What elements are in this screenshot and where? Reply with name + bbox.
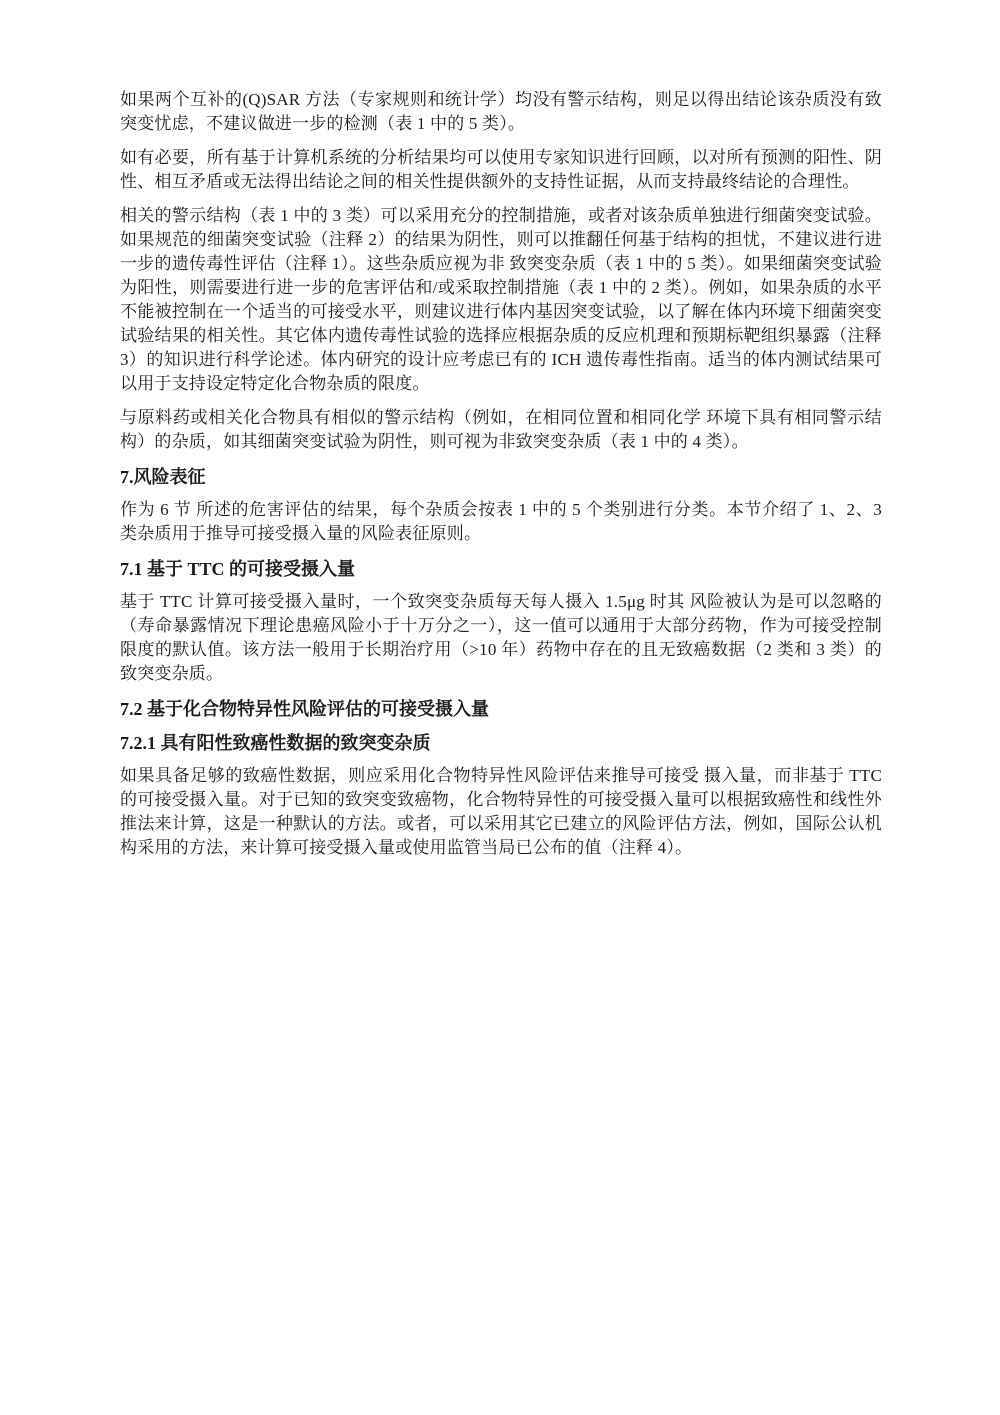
paragraph-alerting-structure-control-measures: 相关的警示结构（表 1 中的 3 类）可以采用充分的控制措施，或者对该杂质单独进行细菌突变试验。如果规范的细菌突变试验（注释 2）的结果为阴性，则可以推翻任何基于结构的担忧，不建议进行进一步的遗传毒性评估（注释 1）。这些杂质应视为非 致突变杂质（表 1 中的 5 类）。如果细菌突变试验为阳性，则需要进行进一步的危害评估和/或采取控制措施（表 1 中的 2 类）。例如，如果杂质的水平不能被控制在一个适当的可接受水平，则建议进行体内基因突变试验，以了解在体内环境下细菌突变试验结果的相关性。其它体内遗传毒性试验的选择应根据杂质的反应机理和预期标靶组织暴露（注释 3）的知识进行科学论述。体内研究的设计应考虑已有的 ICH 遗传毒性指南。适当的体内测试结果可以用于支持设定特定化合物杂质的限度。	[120, 206, 882, 393]
paragraph-classification-into-5-classes: 作为 6 节 所述的危害评估的结果，每个杂质会按表 1 中的 5 个类别进行分类。本节介绍了 1、2、3 类杂质用于推导可接受摄入量的风险表征原则。	[120, 500, 882, 543]
section-heading-risk-characterization: 7.风险表征	[120, 467, 206, 487]
section-heading-compound-specific-risk-assessment: 7.2 基于化合物特异性风险评估的可接受摄入量	[120, 699, 489, 719]
paragraph-similar-alert-to-api: 与原料药或相关化合物具有相似的警示结构（例如，在相同位置和相同化学 环境下具有相同警示结构）的杂质，如其细菌突变试验为阴性，则可视为非致突变杂质（表 1 中的 4 类）。	[120, 408, 882, 451]
paragraph-ttc-calculation-default-limit: 基于 TTC 计算可接受摄入量时，一个致突变杂质每天每人摄入 1.5μg 时其 风险被认为是可以忽略的（寿命暴露情况下理论患癌风险小于十万分之一），这一值可以通用于大部分药物，作为可接受控制限度的默认值。该方法一般用于长期治疗用（>10 年）药物中存在的且无致癌数据（2 类和 3 类）的致突变杂质。	[120, 592, 882, 683]
paragraph-expert-knowledge-review: 如有必要，所有基于计算机系统的分析结果均可以使用专家知识进行回顾，以对所有预测的阳性、阴性、相互矛盾或无法得出结论之间的相关性提供额外的支持性证据，从而支持最终结论的合理性。	[120, 148, 882, 191]
section-heading-ttc-acceptable-intake: 7.1 基于 TTC 的可接受摄入量	[120, 559, 356, 579]
section-heading-positive-carcinogenicity-data: 7.2.1 具有阳性致癌性数据的致突变杂质	[120, 733, 431, 753]
paragraph-compound-specific-intake-derivation: 如果具备足够的致癌性数据，则应采用化合物特异性风险评估来推导可接受 摄入量，而非基于 TTC 的可接受摄入量。对于已知的致突变致癌物，化合物特异性的可接受摄入量可以根据致癌性和线性外推法来计算，这是一种默认的方法。或者，可以采用其它已建立的风险评估方法，例如，国际公认机构采用的方法，来计算可接受摄入量或使用监管当局已公布的值（注释 4）。	[120, 766, 882, 857]
paragraph-qsar-no-alert-conclusion: 如果两个互补的(Q)SAR 方法（专家规则和统计学）均没有警示结构，则足以得出结论该杂质没有致突变忧虑，不建议做进一步的检测（表 1 中的 5 类）。	[120, 90, 882, 133]
